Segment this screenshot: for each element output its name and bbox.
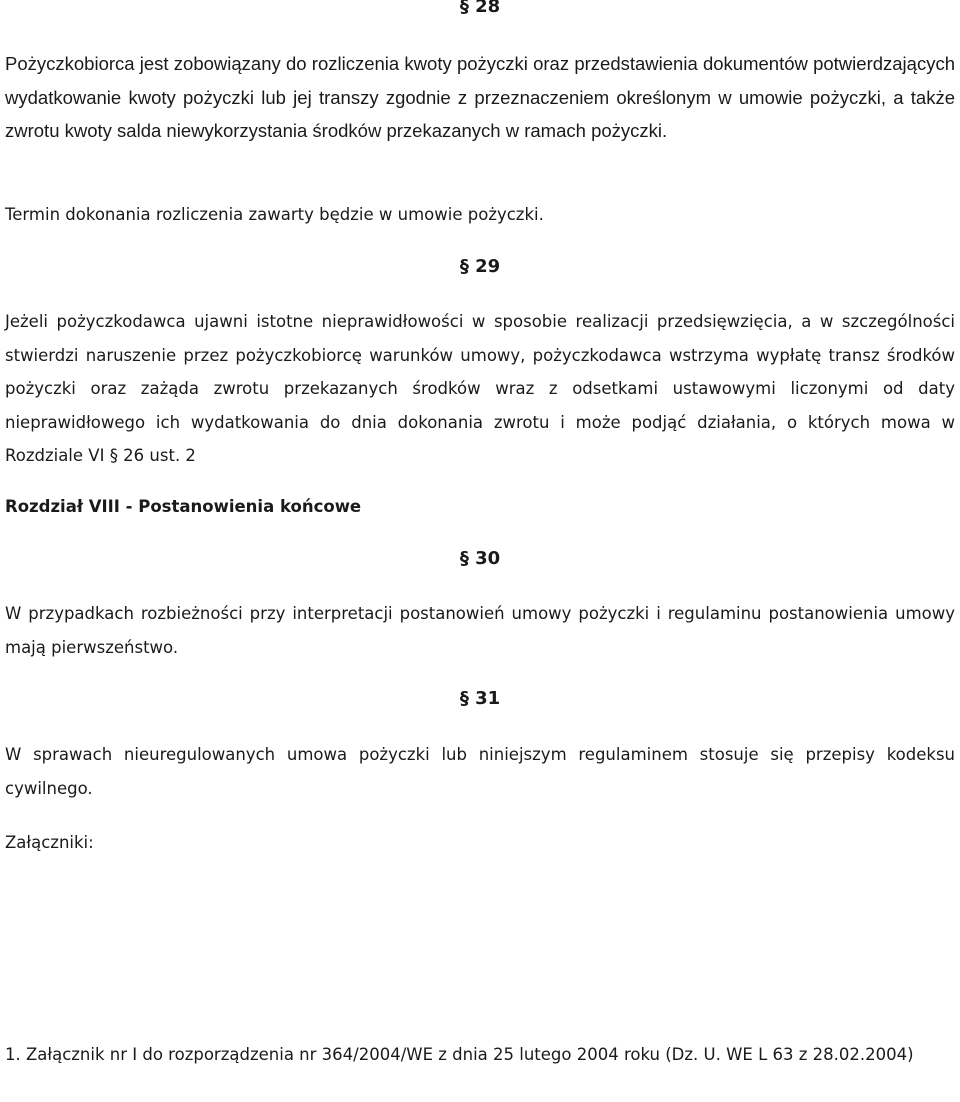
section-28-paragraph-1: Pożyczkobiorca jest zobowiązany do rozliczenia kwoty pożyczki oraz przedstawienia dokumentów potwierdzających wydatkowanie kwoty pożyczki lub jej transzy zgodnie z przeznaczeniem określonym w umowie pożyczki, a także zwrotu kwoty salda niewykorzystania środków przekazanych w ramach pożyczki. — [5, 53, 955, 141]
section-31-heading: § 31 — [459, 688, 501, 709]
attachment-item-1: 1. Załącznik nr I do rozporządzenia nr 364/2004/WE z dnia 25 lutego 2004 roku (Dz. U. WE L 63 z 28.02.2004) — [5, 1045, 914, 1064]
section-30-paragraph: W przypadkach rozbieżności przy interpretacji postanowień umowy pożyczki i regulaminu postanowienia umowy mają pierwszeństwo. — [5, 604, 955, 657]
section-28-heading: § 28 — [459, 0, 501, 17]
section-29-heading: § 29 — [459, 256, 501, 277]
section-29-paragraph: Jeżeli pożyczkodawca ujawni istotne nieprawidłowości w sposobie realizacji przedsięwzięcia, a w szczególności stwierdzi naruszenie przez pożyczkobiorcę warunków umowy, pożyczkodawca wstrzyma wypłatę transz środków pożyczki oraz zażąda zwrotu przekazanych środków wraz z odsetkami ustawowymi liczonymi od daty nieprawidłowego ich wydatkowania do dnia dokonania zwrotu i może podjąć działania, o których mowa w Rozdziale VI § 26 ust. 2 — [5, 312, 955, 465]
section-31-paragraph: W sprawach nieuregulowanych umowa pożyczki lub niniejszym regulaminem stosuje się przepisy kodeksu cywilnego. — [5, 745, 955, 798]
chapter-title: Rozdział VIII - Postanowienia końcowe — [5, 497, 362, 516]
attachments-label: Załączniki: — [5, 833, 94, 852]
section-28-paragraph-2: Termin dokonania rozliczenia zawarty będzie w umowie pożyczki. — [5, 205, 544, 224]
section-30-heading: § 30 — [459, 548, 501, 569]
